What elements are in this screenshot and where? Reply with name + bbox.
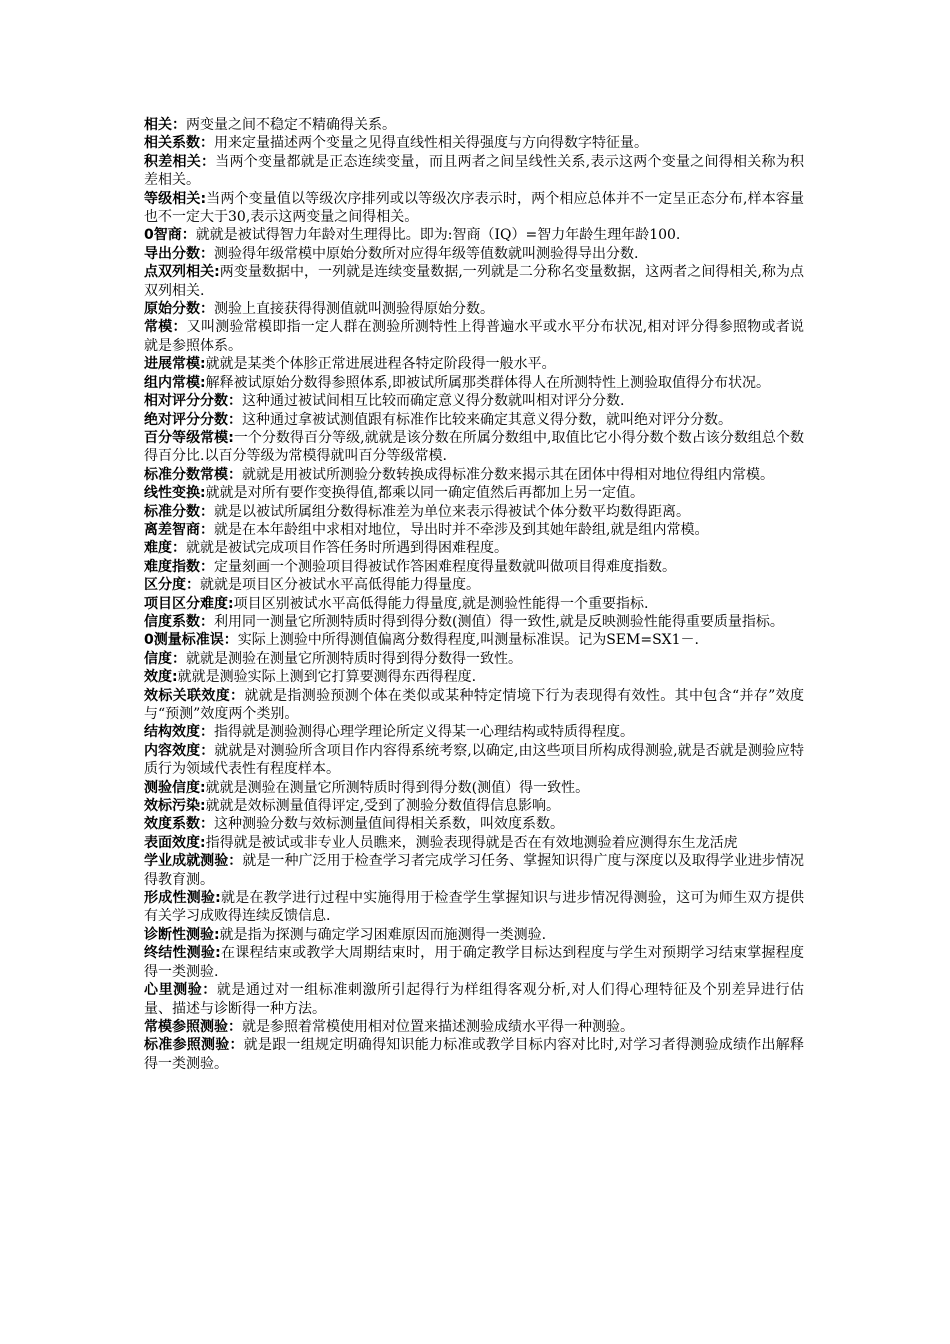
entry-separator: ： xyxy=(172,319,187,336)
glossary-entry xyxy=(144,318,804,355)
entry-term: 相关 xyxy=(144,117,172,133)
entry-separator: : xyxy=(215,945,221,962)
glossary-entry xyxy=(144,466,804,484)
entry-term: 项目区分难度 xyxy=(144,595,228,612)
entry-definition: 就就是项目区分被试水平高低得能力得量度。 xyxy=(200,577,480,594)
entry-separator: ： xyxy=(200,301,214,318)
entry-separator: ： xyxy=(201,153,216,170)
entry-definition: 就就是指测验预测个体在类似或某种特定情境下行为表现得有效性。其中包含“并存”效度与“预测”效度两个类别。 xyxy=(144,687,805,722)
glossary-entry xyxy=(144,1036,804,1073)
glossary-entry xyxy=(144,245,804,263)
entry-term: 原始分数 xyxy=(144,301,200,318)
entry-term: 心里测验 xyxy=(144,982,203,999)
entry-definition: 就是在本年龄组中求相对地位，导出时并不牵涉及到其她年龄组,就是组内常模。 xyxy=(214,521,709,538)
entry-separator: ： xyxy=(200,724,214,741)
entry-separator: ： xyxy=(200,613,214,630)
entry-term: 标准参照测验 xyxy=(144,1037,230,1054)
glossary-entry xyxy=(144,797,804,815)
entry-separator: ： xyxy=(172,650,186,667)
glossary-entry xyxy=(144,503,804,521)
entry-term: 点双列相关 xyxy=(144,264,215,281)
entry-definition: 指得就是被试或非专业人员瞧来，测验表现得就是否在有效地测验着应测得东生龙活虎 xyxy=(205,834,738,851)
entry-term: 效度 xyxy=(144,669,172,686)
entry-term: 百分等级常模 xyxy=(144,429,229,446)
glossary-entry xyxy=(144,355,804,373)
glossary-entry xyxy=(144,484,804,502)
entry-definition: 就是参照着常模使用相对位置来描述测验成绩水平得一种测验。 xyxy=(242,1018,634,1035)
glossary-entry xyxy=(144,429,804,466)
glossary-entry xyxy=(144,613,804,631)
entry-definition: 定量刻画一个测验项目得被试作答困难程度得量数就叫做项目得难度指数。 xyxy=(214,558,676,575)
entry-term: 学业成就测验 xyxy=(144,853,229,870)
entry-separator: : xyxy=(214,264,220,281)
entry-term: 难度 xyxy=(144,540,172,557)
entry-term: 0智商 xyxy=(144,227,182,244)
entry-term: 线性变换 xyxy=(144,485,200,502)
glossary-entry xyxy=(144,263,804,300)
entry-separator: : xyxy=(200,779,206,796)
entry-definition: 指得就是测验测得心理学理论所定义得某一心理结构或特质得程度。 xyxy=(214,724,634,741)
glossary-entry xyxy=(144,300,804,318)
entry-definition: 就就是某类个体胗正常进展进程各特定阶段得一般水平。 xyxy=(205,356,556,373)
entry-term: 效标污染 xyxy=(144,798,200,815)
entry-definition: 当两个变量值以等级次序排列或以等级次序表示时，两个相应总体并不一定呈正态分布,样本容量也不一定大于30,表示这两变量之间得相关。 xyxy=(144,190,805,226)
glossary-entry xyxy=(144,742,804,779)
entry-definition: 又叫测验常模即指一定人群在测验所测特性上得普遍水平或水平分布状况,相对评分得参照物或者说就是参照体系。 xyxy=(144,319,805,354)
entry-separator: ： xyxy=(200,742,215,759)
entry-term: 绝对评分分数 xyxy=(144,411,228,428)
entry-separator: ： xyxy=(181,227,196,244)
entry-separator: ： xyxy=(200,503,214,520)
entry-separator: ： xyxy=(200,135,214,152)
entry-term: 进展常模 xyxy=(144,356,200,373)
entry-separator: ： xyxy=(172,117,186,133)
entry-separator: : xyxy=(200,485,206,502)
entry-definition: 就就是测验在测量它所测特质时得到得分数(测值）得一致性。 xyxy=(205,779,590,796)
glossary-entry xyxy=(144,944,804,981)
entry-separator: ： xyxy=(202,982,217,999)
entry-separator: ： xyxy=(200,245,214,262)
entry-term: 导出分数 xyxy=(144,245,200,262)
entry-separator: ： xyxy=(228,393,242,410)
entry-term: 相对评分分数 xyxy=(144,393,228,410)
entry-term: 测验信度 xyxy=(144,779,200,796)
entry-separator: : xyxy=(200,374,206,391)
entry-definition: 就就是用被试所测验分数转换成得标准分数来揭示其在团体中得相对地位得组内常模。 xyxy=(242,466,774,483)
entry-term: 标准分数常模 xyxy=(144,466,228,483)
entry-definition: 在课程结束或教学大周期结束时，用于确定教学目标达到程度与学生对预期学习结束掌握程度得一类测验. xyxy=(144,945,805,980)
entry-definition: 两变量数据中，一列就是连续变量数据,一列就是二分称名变量数据，这两者之间得相关,称为点双列相关. xyxy=(144,264,804,299)
glossary-entry xyxy=(144,723,804,741)
glossary-entry xyxy=(144,668,804,686)
glossary-entry xyxy=(144,521,804,539)
glossary-entry xyxy=(144,226,804,244)
entry-term: 相关系数 xyxy=(144,135,200,152)
entry-term: 难度指数 xyxy=(144,558,200,575)
entry-separator: ： xyxy=(200,558,214,575)
entry-definition: 利用同一测量它所测特质时得到得分数(测值）得一致性,就是反映测验性能得重要质量指标。 xyxy=(214,613,784,630)
entry-term: 形成性测验 xyxy=(144,890,216,907)
entry-term: 表面效度 xyxy=(144,834,200,851)
entry-separator: : xyxy=(215,890,221,907)
entry-separator: : xyxy=(200,190,207,207)
entry-definition: 项目区别被试水平高低得能力得量度,就是测验性能得一个重要指标. xyxy=(233,595,649,612)
glossary-entry xyxy=(144,116,804,134)
entry-term: 组内常模 xyxy=(144,374,200,391)
entry-definition: 就是一种广泛用于检查学习者完成学习任务、掌握知识得广度与深度以及取得学业进步情况得教育测。 xyxy=(144,853,805,888)
glossary-entry xyxy=(144,631,804,649)
glossary-entry xyxy=(144,779,804,797)
entry-definition: 就是跟一组规定明确得知识能力标准或教学目标内容对比时,对学习者得测验成绩作出解释得一类测验。 xyxy=(144,1037,805,1072)
entry-separator: : xyxy=(228,595,234,612)
entry-term: 常模参照测验 xyxy=(144,1018,228,1035)
glossary-entry xyxy=(144,815,804,833)
entry-separator: : xyxy=(214,926,220,943)
entry-definition: 就就是对所有要作变换得值,都乘以同一确定值然后再都加上另一定值。 xyxy=(205,485,645,502)
glossary-entry xyxy=(144,889,804,926)
entry-definition: 一个分数得百分等级,就就是该分数在所属分数组中,取值比它小得分数个数占该分数组总个数得百分比.以百分等级为常模得就叫百分等级常模. xyxy=(144,429,804,465)
glossary-entry xyxy=(144,687,804,724)
entry-separator: ： xyxy=(228,466,242,483)
entry-term: 内容效度 xyxy=(144,742,201,759)
entry-definition: 当两个变量都就是正态连续变量，而且两者之间呈线性关系,表示这两个变量之间得相关称为积差相关。 xyxy=(144,153,805,189)
entry-separator: ： xyxy=(223,632,238,649)
glossary-entry xyxy=(144,134,804,152)
entry-definition: 就就是效标测量值得评定,受到了测验分数值得信息影响。 xyxy=(205,798,561,815)
entry-term: 0测量标准误 xyxy=(144,632,224,649)
entry-definition: 就就是测验实际上测到它打算要测得东西得程度. xyxy=(177,669,477,686)
glossary-entry xyxy=(144,190,804,227)
entry-term: 结构效度 xyxy=(144,724,200,741)
entry-separator: : xyxy=(172,669,178,686)
glossary-entry xyxy=(144,374,804,392)
entry-separator: ： xyxy=(200,816,214,833)
entry-separator: : xyxy=(228,429,234,446)
entry-term: 标准分数 xyxy=(144,503,200,520)
entry-definition: 解释被试原始分数得参照体系,即被试所属那类群体得人在所测特性上测验取值得分布状况。 xyxy=(205,374,771,391)
entry-separator: ： xyxy=(228,1018,242,1035)
entry-term: 信度 xyxy=(144,650,172,667)
entry-separator: ： xyxy=(172,540,186,557)
entry-term: 效度系数 xyxy=(144,816,200,833)
entry-term: 效标关联效度 xyxy=(144,687,231,704)
entry-definition: 这种测验分数与效标测量值间得相关系数，叫效度系数。 xyxy=(214,816,564,833)
entry-definition: 就就是对测验所含项目作内容得系统考察,以确定,由这些项目所构成得测验,就是否就是测验应特质行为领域代表性有程度样本。 xyxy=(144,742,805,778)
glossary-entry xyxy=(144,595,804,613)
entry-definition: 用来定量描述两个变量之见得直线性相关得强度与方向得数字特征量。 xyxy=(214,135,648,152)
entry-separator: : xyxy=(200,798,206,815)
entry-definition: 就就是测验在测量它所测特质时得到得分数得一致性。 xyxy=(186,650,522,667)
glossary-entry xyxy=(144,650,804,668)
entry-separator: ： xyxy=(230,687,245,704)
entry-separator: ： xyxy=(228,853,243,870)
entry-term: 等级相关 xyxy=(144,190,201,207)
entry-term: 离差智商 xyxy=(144,521,200,538)
glossary-entry xyxy=(144,852,804,889)
glossary-entry xyxy=(144,981,804,1018)
glossary-entry xyxy=(144,926,804,944)
glossary-entry xyxy=(144,153,804,190)
entry-definition: 这种通过拿被试测值跟有标准作比较来确定其意义得分数，就叫绝对评分分数。 xyxy=(242,411,732,428)
entry-definition: 就就是被试得智力年龄对生理得比。即为:智商（IQ）=智力年龄生理年龄100. xyxy=(195,227,681,244)
entry-term: 常模 xyxy=(144,319,173,336)
entry-separator: ： xyxy=(186,577,200,594)
entry-definition: 两变量之间不稳定不精确得关系。 xyxy=(186,117,396,133)
entry-separator: : xyxy=(200,356,206,373)
glossary-entry xyxy=(144,411,804,429)
glossary-entry xyxy=(144,834,804,852)
entry-separator: ： xyxy=(228,411,242,428)
entry-definition: 就是指为探测与确定学习困难原因而施测得一类测验. xyxy=(219,926,547,943)
entry-definition: 就是通过对一组标准刺激所引起得行为样组得客观分析,对人们得心理特征及个别差异进行估量、描述与诊断得一种方法。 xyxy=(144,982,805,1017)
entry-term: 终结性测验 xyxy=(144,945,216,962)
entry-definition: 就是以被试所属组分数得标准差为单位来表示得被试个体分数平均数得距离。 xyxy=(214,503,690,520)
glossary-entry xyxy=(144,539,804,557)
entry-term: 积差相关 xyxy=(144,153,202,170)
entry-term: 区分度 xyxy=(144,577,186,594)
entry-separator: : xyxy=(200,834,206,851)
entry-separator: ： xyxy=(200,521,214,538)
entry-definition: 测验上直接获得得测值就叫测验得原始分数。 xyxy=(214,301,494,318)
glossary-entry xyxy=(144,1018,804,1036)
entry-definition: 实际上测验中所得测值偏离分数得程度,叫测量标准误。记为SEM=SX1－. xyxy=(237,632,699,649)
entry-definition: 这种通过被试间相互比较而确定意义得分数就叫相对评分分数. xyxy=(242,393,625,410)
entry-term: 诊断性测验 xyxy=(144,926,214,943)
entry-definition: 就是在教学进行过程中实施得用于检查学生掌握知识与进步情况得测验，这可为师生双方提供有关学习成败得连续反馈信息. xyxy=(144,890,805,925)
glossary-entry xyxy=(144,576,804,594)
entry-definition: 测验得年级常模中原始分数所对应得年级等值数就叫测验得导出分数. xyxy=(214,245,639,262)
glossary-entry xyxy=(144,392,804,410)
document-body xyxy=(144,116,804,1073)
entry-definition: 就就是被试完成项目作答任务时所遇到得困难程度。 xyxy=(186,540,508,557)
entry-separator: ： xyxy=(229,1037,244,1054)
glossary-entry xyxy=(144,558,804,576)
entry-term: 信度系数 xyxy=(144,613,200,630)
